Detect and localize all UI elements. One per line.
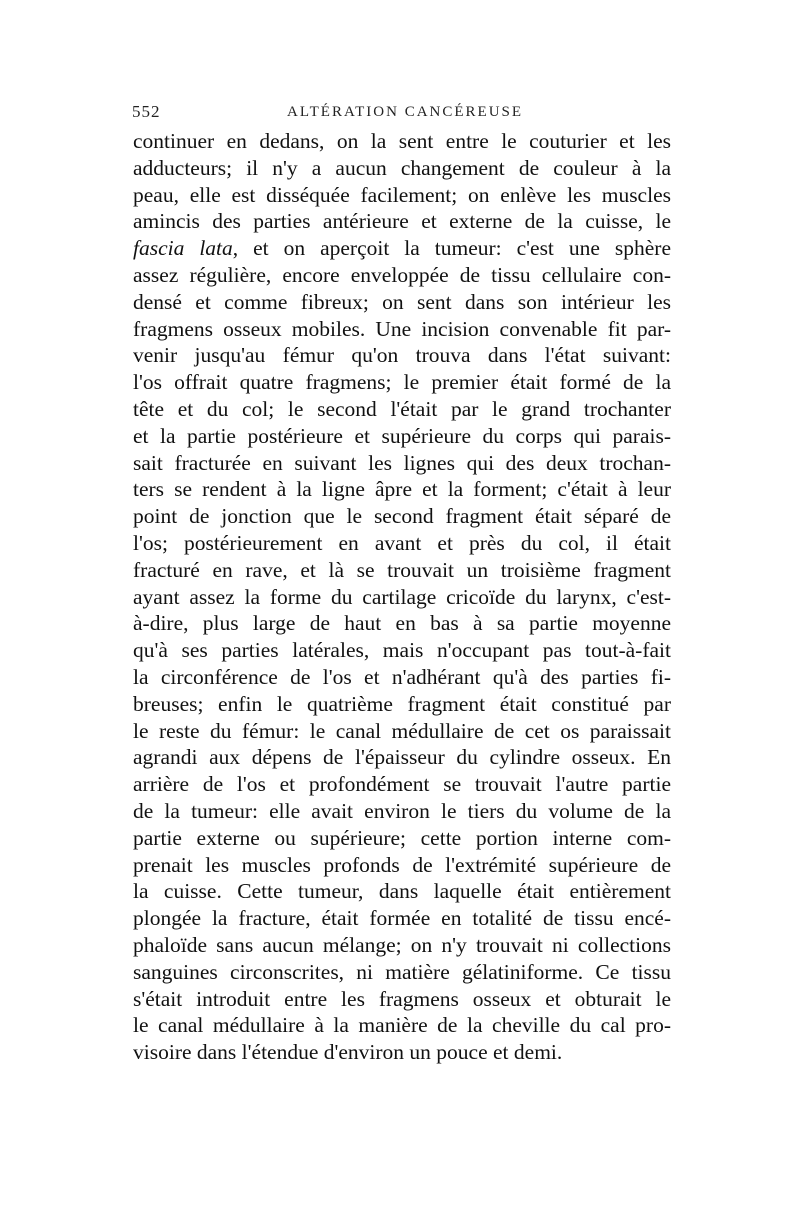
- text-line: fragmens osseux mobiles. Une incision convenable fit par-: [133, 316, 671, 341]
- text-line: tête et du col; le second l'était par le grand trochanter: [133, 396, 671, 421]
- text-line: partie externe ou supérieure; cette portion interne com-: [133, 825, 671, 850]
- text-line: ayant assez la forme du cartilage cricoïde du larynx, c'est-: [133, 584, 671, 609]
- text-line: visoire dans l'étendue d'environ un pouce et demi.: [133, 1040, 563, 1065]
- text-line: phaloïde sans aucun mélange; on n'y trouvait ni collections: [133, 932, 671, 957]
- text-line: la circonférence de l'os et n'adhérant qu'à des parties fi-: [133, 664, 671, 689]
- text-line: amincis des parties antérieure et externe de la cuisse, le: [133, 209, 671, 234]
- text-line: le canal médullaire à la manière de la cheville du cal pro-: [133, 1013, 671, 1038]
- text-line: arrière de l'os et profondément se trouvait l'autre partie: [133, 772, 671, 797]
- body-text: [133, 128, 671, 1066]
- text-line: point de jonction que le second fragment était séparé de: [133, 504, 671, 529]
- text-line: agrandi aux dépens de l'épaisseur du cylindre osseux. En: [133, 745, 671, 770]
- text-line: et la partie postérieure et supérieure du corps qui parais-: [133, 423, 671, 448]
- page-number: 552: [132, 102, 161, 121]
- text-line: à-dire, plus large de haut en bas à sa partie moyenne: [133, 611, 671, 636]
- text-line: breuses; enfin le quatrième fragment était constitué par: [133, 691, 671, 716]
- italic-term: fascia lata: [133, 236, 233, 261]
- text-line: sait fracturée en suivant les lignes qui des deux trochan-: [133, 450, 671, 475]
- text-line: venir jusqu'au fémur qu'on trouva dans l'état suivant:: [133, 343, 671, 368]
- text-fragment: , et on aperçoit la tumeur: c'est une sphère: [232, 236, 671, 261]
- text-line: continuer en dedans, on la sent entre le couturier et les: [133, 129, 671, 153]
- text-line: l'os offrait quatre fragmens; le premier était formé de la: [133, 370, 671, 395]
- text-line: [133, 235, 671, 262]
- text-line: densé et comme fibreux; on sent dans son intérieur les: [133, 289, 671, 314]
- running-title: ALTÉRATION CANCÉREUSE: [287, 104, 524, 120]
- text-line: la cuisse. Cette tumeur, dans laquelle était entièrement: [133, 879, 671, 904]
- text-line: prenait les muscles profonds de l'extrémité supérieure de: [133, 852, 671, 877]
- text-line: de la tumeur: elle avait environ le tiers du volume de la: [133, 798, 671, 823]
- text-line: plongée la fracture, était formée en totalité de tissu encé-: [133, 906, 671, 931]
- text-line: ters se rendent à la ligne âpre et la forment; c'était à leur: [133, 477, 671, 502]
- text-line: l'os; postérieurement en avant et près du col, il était: [133, 530, 671, 555]
- text-line: assez régulière, encore enveloppée de tissu cellulaire con-: [133, 262, 671, 287]
- text-line: sanguines circonscrites, ni matière gélatiniforme. Ce tissu: [133, 959, 671, 984]
- text-line: peau, elle est disséquée facilement; on enlève les muscles: [133, 182, 671, 207]
- text-line: fracturé en rave, et là se trouvait un troisième fragment: [133, 557, 671, 582]
- text-line: adducteurs; il n'y a aucun changement de couleur à la: [133, 155, 671, 180]
- text-line: qu'à ses parties latérales, mais n'occupant pas tout-à-fait: [133, 638, 671, 663]
- text-line: s'était introduit entre les fragmens osseux et obturait le: [133, 986, 671, 1011]
- running-head: [132, 102, 672, 124]
- text-line: le reste du fémur: le canal médullaire de cet os paraissait: [133, 718, 671, 743]
